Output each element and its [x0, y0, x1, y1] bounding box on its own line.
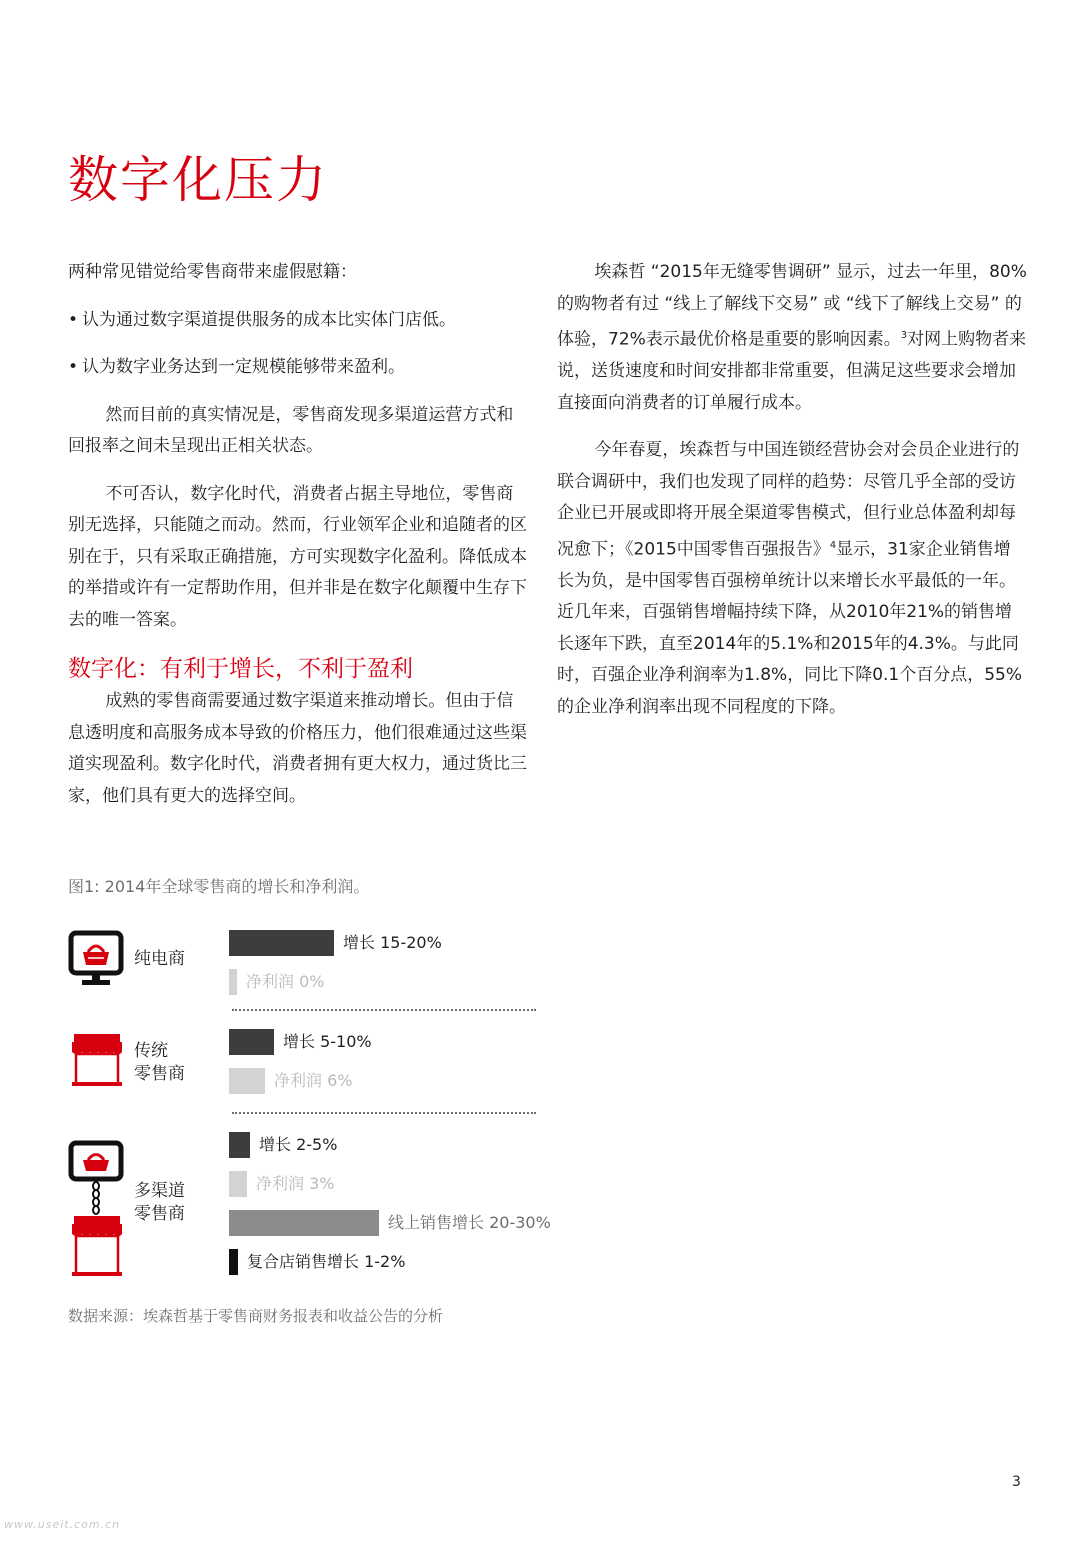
page-title: 数字化压力	[68, 151, 328, 209]
chart-bar	[229, 1210, 379, 1236]
right-column	[557, 257, 1027, 723]
bar-label: 净利润 3%	[256, 1174, 335, 1193]
page-number: 3	[1012, 1474, 1021, 1490]
bullet-item: • 认为通过数字渠道提供服务的成本比实体门店低。	[68, 305, 530, 337]
footnote-marker: 4	[829, 539, 837, 551]
bar-label: 增长 2-5%	[259, 1135, 338, 1154]
chart-bar	[229, 930, 334, 956]
bar-label: 净利润 0%	[246, 972, 325, 991]
paragraph: 成熟的零售商需要通过数字渠道来推动增长。但由于信息透明度和高服务成本导致的价格压力，他们很难通过这些渠道实现盈利。数字化时代，消费者拥有更大权力，通过货比三家，他们具有更大的选择空间。	[68, 691, 527, 806]
screen-basket-icon	[68, 930, 126, 988]
paragraph: 然而目前的真实情况是，零售商发现多渠道运营方式和回报率之间未呈现出正相关状态。	[68, 404, 514, 456]
bullet-item: • 认为数字业务达到一定规模能够带来盈利。	[68, 352, 530, 384]
screen-chain-store-icon	[68, 1140, 126, 1280]
category-label	[134, 1180, 185, 1226]
bar-label: 净利润 6%	[274, 1071, 353, 1090]
bar-label: 增长 5-10%	[283, 1032, 372, 1051]
paragraph	[557, 257, 1027, 419]
watermark: www.useit.com.cn	[4, 1518, 121, 1531]
data-source-note: 数据来源：埃森哲基于零售商财务报表和收益公告的分析	[68, 1307, 444, 1325]
paragraph	[557, 435, 1027, 723]
chart-bar	[229, 1132, 250, 1158]
paragraph: 不可否认，数字化时代，消费者占据主导地位，零售商别无选择，只能随之而动。然而，行业领军企业和追随者的区别在于，只有采取正确措施，方可实现数字化盈利。降低成本的举措或许有一定帮助作用，但并非是在数字化颠覆中生存下去的唯一答案。	[68, 483, 527, 630]
left-column	[68, 257, 530, 812]
chart-bar	[229, 1171, 247, 1197]
storefront-awning-icon	[68, 1030, 126, 1088]
bar-label: 增长 15-20%	[343, 933, 442, 952]
paragraph-text: 今年春夏，埃森哲与中国连锁经营协会对会员企业进行的联合调研中，我们也发现了同样的趋势：尽管几乎全部的受访企业已开展或即将开展全渠道零售模式，但行业总体盈利却每况愈下；《2015中国零售百强报告》	[557, 440, 1020, 560]
chart-bar	[229, 969, 237, 995]
figure-caption: 图1: 2014年全球零售商的增长和净利润。	[68, 877, 370, 896]
category-line: 纯电商	[134, 949, 185, 969]
chart-bar	[229, 1068, 265, 1094]
category-label	[134, 1040, 185, 1086]
bar-label: 线上销售增长 20-30%	[388, 1213, 551, 1232]
category-label	[134, 948, 185, 971]
bar-label: 复合店销售增长 1-2%	[247, 1252, 406, 1271]
paragraph-text: 埃森哲 “2015年无缝零售调研” 显示，过去一年里，80%的购物者有过 “线上了解线下交易” 或 “线下了解线上交易” 的体验，72%表示最优价格是重要的影响因素。	[557, 262, 1027, 350]
category-line: 传统	[134, 1041, 168, 1061]
chart-bar	[229, 1029, 274, 1055]
footnote-marker: 3	[900, 330, 908, 341]
section-subheading: 数字化：有利于增长，不利于盈利	[68, 656, 413, 682]
paragraph-text: 对网上购物者来说，送货速度和时间安排都非常重要，但满足这些要求会增加直接面向消费者的订单履行成本。	[557, 329, 1027, 413]
chart-bar	[229, 1249, 238, 1275]
category-line: 零售商	[134, 1064, 185, 1084]
paragraph-text: 显示，31家企业销售增长为负，是中国零售百强榜单统计以来增长水平最低的一年。近几年来，百强销售增幅持续下降，从2010年21%的销售增长逐年下跌，直至2014年的5.1%和2015年的4.3%。与此同时，百强企业净利润率为1.8%，同比下降0.1个百分点，55%的企业净利润率出现不同程度的下降。	[557, 539, 1023, 717]
category-line: 多渠道	[134, 1181, 185, 1201]
intro-text: 两种常见错觉给零售商带来虚假慰籍：	[68, 262, 357, 282]
group-divider	[232, 1112, 536, 1114]
group-divider	[232, 1009, 536, 1011]
category-line: 零售商	[134, 1204, 185, 1224]
